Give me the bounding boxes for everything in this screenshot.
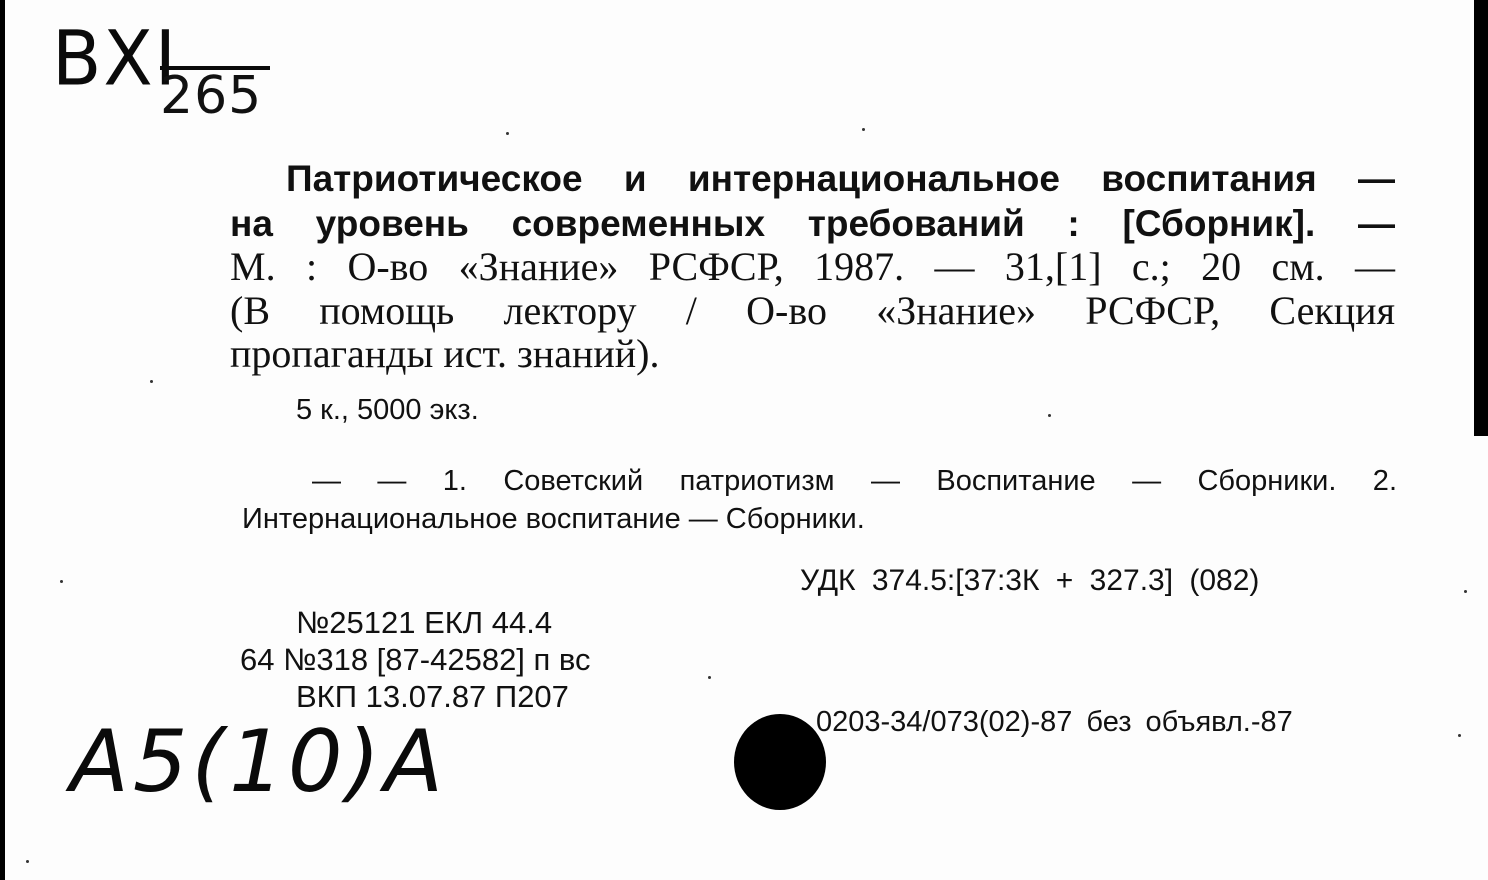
scan-edge-left: [0, 0, 5, 880]
imprint-line: М. : О-во «Знание» РСФСР, 1987. — 31,[1] с.; 20 см. —: [230, 244, 1395, 289]
price-print-run: 5 к., 5000 экз.: [296, 394, 479, 426]
handwritten-location-mark: A5(10)A: [70, 712, 447, 812]
index-code-line: 0203-34/073(02)-87 без объявл.-87: [816, 706, 1293, 738]
scan-speck: [150, 380, 153, 383]
udk-classification: УДК 374.5:[37:3К + 327.3] (082): [800, 564, 1260, 597]
scan-speck: [26, 860, 29, 863]
scan-speck: [60, 580, 63, 583]
tech-line-1: №25121 ЕКЛ 44.4: [296, 605, 553, 640]
subject-headings-line-2: Интернациональное воспитание — Сборники.: [242, 503, 865, 535]
series-line: (В помощь лектору / О-во «Знание» РСФСР, Секция: [230, 287, 1395, 333]
scan-speck: [506, 132, 509, 135]
scan-speck: [1464, 590, 1467, 593]
series-line-end: пропаганды ист. знаний).: [230, 331, 660, 376]
title-line-2: на уровень современных требований : [Сборник]. —: [230, 202, 1395, 244]
scan-speck: [1048, 414, 1051, 417]
ink-blot: [734, 714, 826, 810]
scan-speck: [708, 676, 711, 679]
handwritten-shelfmark: BXI: [52, 13, 178, 103]
subject-headings: [242, 462, 1397, 538]
title-line-1: Патриотическое и интернациональное воспитания —: [286, 158, 1395, 199]
subject-headings-line-1: — — 1. Советский патриотизм — Воспитание — Сборники. 2.: [312, 465, 1397, 497]
tech-line-3: ВКП 13.07.87 П207: [296, 679, 569, 714]
scan-speck: [1458, 734, 1461, 737]
scan-edge-right: [1474, 0, 1488, 436]
handwritten-shelfmark-number: 265: [160, 66, 270, 122]
tech-line-2: 64 №318 [87-42582] п вс: [240, 642, 591, 677]
bibliographic-description: [230, 156, 1395, 376]
technical-data: [240, 604, 591, 715]
scan-speck: [862, 128, 865, 131]
